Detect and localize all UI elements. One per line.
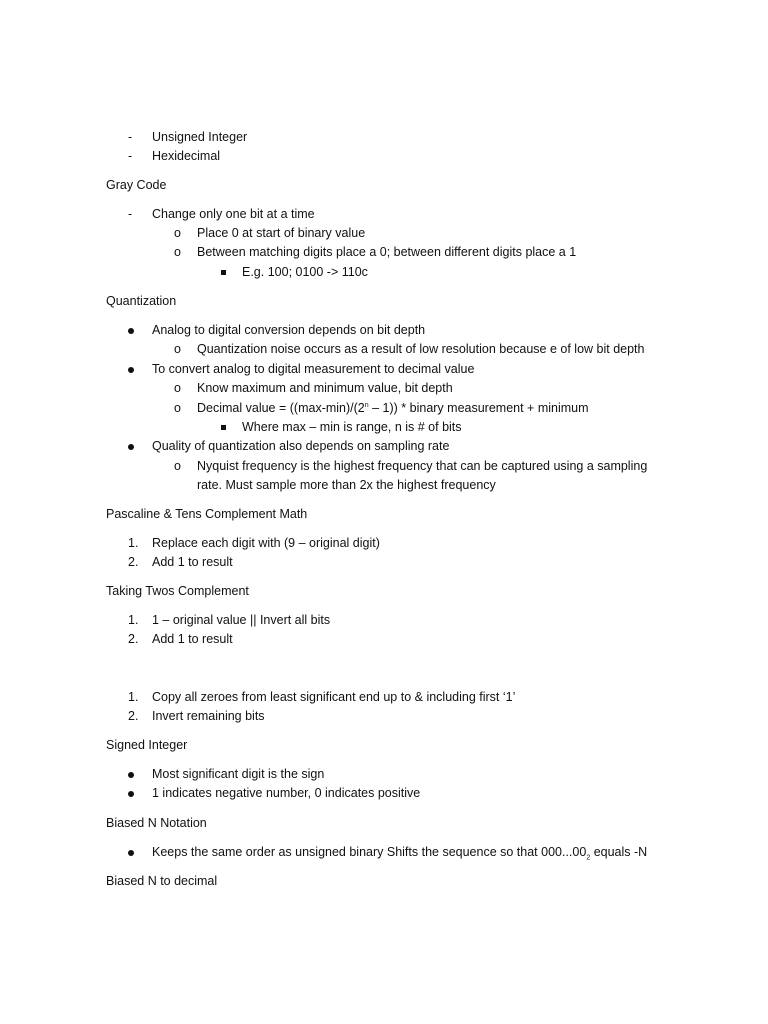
number-marker: 2. xyxy=(128,555,139,569)
dash-marker: - xyxy=(128,149,133,163)
formula-exponent: n xyxy=(364,401,369,409)
square-bullet-icon xyxy=(221,264,226,280)
round-bullet-icon xyxy=(128,361,134,377)
list-item: Add 1 to result xyxy=(152,632,233,646)
heading-signed-integer: Signed Integer xyxy=(106,738,188,752)
list-item: Change only one bit at a time xyxy=(152,207,315,221)
formula-text: – 1)) * binary measurement + minimum xyxy=(368,401,589,415)
list-item: Replace each digit with (9 – original digit) xyxy=(152,536,380,550)
round-bullet-icon xyxy=(128,844,134,860)
list-item-hexidecimal: Hexidecimal xyxy=(152,149,221,163)
round-bullet-icon xyxy=(128,785,134,801)
square-bullet-icon xyxy=(221,419,226,435)
circle-marker: o xyxy=(174,245,181,259)
list-item-continuation: rate. Must sample more than 2x the highest frequency xyxy=(197,478,496,492)
round-bullet-icon xyxy=(128,438,134,454)
binary-subscript: 2 xyxy=(586,854,591,862)
list-item: 1 indicates negative number, 0 indicates positive xyxy=(152,786,421,800)
circle-marker: o xyxy=(174,459,181,473)
list-item: Copy all zeroes from least significant end up to & including first ‘1’ xyxy=(152,690,516,704)
list-item: Nyquist frequency is the highest frequency that can be captured using a sampling xyxy=(197,459,648,473)
heading-biased-n-notation: Biased N Notation xyxy=(106,816,207,830)
biased-text: Keeps the same order as unsigned binary Shifts the sequence so that 000...00 xyxy=(152,845,587,859)
formula-text: Decimal value = ((max-min)/(2 xyxy=(197,401,365,415)
round-bullet-icon xyxy=(128,766,134,782)
heading-biased-n-to-decimal: Biased N to decimal xyxy=(106,874,218,888)
list-item: Where max – min is range, n is # of bits xyxy=(242,420,462,434)
heading-quantization: Quantization xyxy=(106,294,177,308)
number-marker: 1. xyxy=(128,613,139,627)
number-marker: 2. xyxy=(128,709,139,723)
round-bullet-icon xyxy=(128,322,134,338)
list-item: To convert analog to digital measurement to decimal value xyxy=(152,362,475,376)
list-item: Place 0 at start of binary value xyxy=(197,226,366,240)
list-item: 1 – original value || Invert all bits xyxy=(152,613,331,627)
list-item: Between matching digits place a 0; between different digits place a 1 xyxy=(197,245,577,259)
list-item: Most significant digit is the sign xyxy=(152,767,325,781)
circle-marker: o xyxy=(174,226,181,240)
list-item: Add 1 to result xyxy=(152,555,233,569)
heading-twos-complement: Taking Twos Complement xyxy=(106,584,249,598)
circle-marker: o xyxy=(174,342,181,356)
biased-text: equals -N xyxy=(590,845,648,859)
list-item: Analog to digital conversion depends on bit depth xyxy=(152,323,426,337)
list-item: Quantization noise occurs as a result of low resolution because e of low bit depth xyxy=(197,342,645,356)
number-marker: 1. xyxy=(128,536,139,550)
list-item: Know maximum and minimum value, bit depth xyxy=(197,381,453,395)
list-item-decimal-value-formula xyxy=(197,400,589,416)
list-item: Invert remaining bits xyxy=(152,709,265,723)
dash-marker: - xyxy=(128,207,133,221)
heading-pascaline: Pascaline & Tens Complement Math xyxy=(106,507,308,521)
list-item: Quality of quantization also depends on sampling rate xyxy=(152,439,450,453)
list-item-unsigned-integer: Unsigned Integer xyxy=(152,130,248,144)
number-marker: 1. xyxy=(128,690,139,704)
list-item: E.g. 100; 0100 -> 110c xyxy=(242,265,368,279)
circle-marker: o xyxy=(174,381,181,395)
circle-marker: o xyxy=(174,401,181,415)
dash-marker: - xyxy=(128,130,133,144)
list-item-biased-order xyxy=(152,844,647,860)
number-marker: 2. xyxy=(128,632,139,646)
heading-gray-code: Gray Code xyxy=(106,178,167,192)
